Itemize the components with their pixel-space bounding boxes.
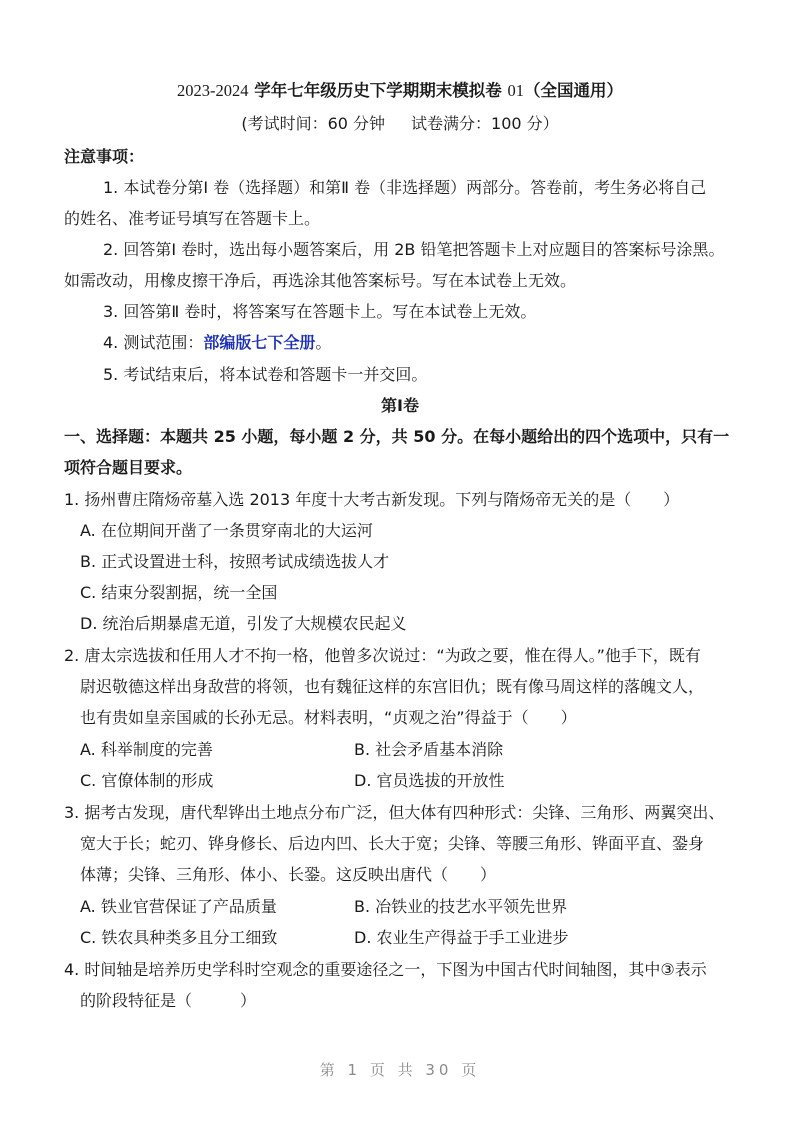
title-suffix: （全国通用）	[524, 81, 623, 100]
question-1-option-d: D. 统治后期暴虐无道，引发了大规模农民起义	[80, 614, 407, 633]
title-main: 学年七年级历史下学期期末模拟卷	[254, 81, 502, 100]
test-scope-label: 4. 测试范围：	[103, 333, 204, 352]
question-3-option-d: D. 农业生产得益于手工业进步	[354, 928, 569, 947]
section-title: 第Ⅰ卷	[381, 396, 419, 415]
question-1-stem: 1. 扬州曹庄隋炀帝墓入选 2013 年度十大考古新发现。下列与隋炀帝无关的是（ ）	[64, 490, 680, 509]
exam-time: (考试时间：60 分钟	[241, 114, 386, 133]
full-score: 试卷满分：100 分）	[411, 114, 559, 133]
question-3-option-b: B. 冶铁业的技艺水平领先世界	[354, 897, 568, 916]
notice-item-1-line-1: 1. 本试卷分第Ⅰ 卷（选择题）和第Ⅱ 卷（非选择题）两部分。答卷前，考生务必将自己	[103, 178, 707, 197]
notice-item-3: 3. 回答第Ⅱ 卷时，将答案写在答题卡上。写在本试卷上无效。	[103, 302, 537, 321]
notice-heading: 注意事项：	[64, 147, 145, 166]
question-3-stem-line-2: 宽大于长；蛇刃、铧身修长、后边内凹、长大于宽；尖锋、等腰三角形、铧面平直、銎身	[80, 834, 705, 853]
question-3-option-a: A. 铁业官营保证了产品质量	[80, 897, 277, 916]
notice-item-2-line-2: 如需改动，用橡皮擦干净后，再选涂其他答案标号。写在本试卷上无效。	[64, 271, 577, 290]
question-2-stem-line-1: 2. 唐太宗选拔和任用人才不拘一格，他曾多次说过：“为政之要，惟在得人。”他手下，既有	[64, 646, 701, 665]
question-3-stem-line-1: 3. 据考古发现，唐代犁铧出土地点分布广泛，但大体有四种形式：尖锋、三角形、两翼突出、	[64, 803, 725, 822]
question-2-stem-line-2: 尉迟敬德这样出身敌营的将领，也有魏征这样的东宫旧仇；既有像马周这样的落魄文人，	[80, 677, 705, 696]
section-instruction-line-1: 一、选择题：本题共 25 小题，每小题 2 分，共 50 分。在每小题给出的四个选项中，只有一	[64, 427, 730, 446]
question-2-option-c: C. 官僚体制的形成	[80, 771, 214, 790]
question-4-stem-line-1: 4. 时间轴是培养历史学科时空观念的重要途径之一，下图为中国古代时间轴图，其中③表示	[64, 960, 707, 979]
question-1-option-c: C. 结束分裂割据，统一全国	[80, 583, 278, 602]
test-scope-highlight: 部编版七下全册	[203, 333, 316, 352]
notice-item-1-line-2: 的姓名、准考证号填写在答题卡上。	[64, 209, 321, 228]
notice-item-5: 5. 考试结束后，将本试卷和答题卡一并交回。	[103, 365, 428, 384]
question-2-stem-line-3: 也有贵如皇亲国戚的长孙无忌。材料表明，“贞观之治”得益于（ ）	[80, 708, 577, 727]
title-year: 2023-2024	[177, 81, 249, 100]
question-1-option-a: A. 在位期间开凿了一条贯穿南北的大运河	[80, 521, 373, 540]
question-2-option-a: A. 科举制度的完善	[80, 740, 213, 759]
exam-title	[0, 80, 800, 102]
notice-item-2-line-1: 2. 回答第Ⅰ 卷时，选出每小题答案后，用 2B 铅笔把答题卡上对应题目的答案标号涂黑。	[103, 240, 725, 259]
section-instruction-line-2: 项符合题目要求。	[64, 458, 193, 477]
question-4-stem-line-2: 的阶段特征是（ ）	[80, 991, 257, 1010]
test-scope-suffix: 。	[315, 333, 332, 352]
question-3-option-c: C. 铁农具种类多且分工细致	[80, 928, 278, 947]
page-footer: 第 1 页 共 30 页	[319, 1061, 481, 1079]
exam-subtitle	[0, 113, 800, 135]
notice-item-4	[103, 332, 331, 354]
title-number: 01	[507, 81, 524, 100]
question-3-stem-line-3: 体薄；尖锋、三角形、体小、长銎。这反映出唐代（ ）	[80, 865, 497, 884]
question-2-option-b: B. 社会矛盾基本消除	[354, 740, 504, 759]
question-1-option-b: B. 正式设置进士科，按照考试成绩选拔人才	[80, 552, 390, 571]
question-2-option-d: D. 官员选拔的开放性	[354, 771, 505, 790]
